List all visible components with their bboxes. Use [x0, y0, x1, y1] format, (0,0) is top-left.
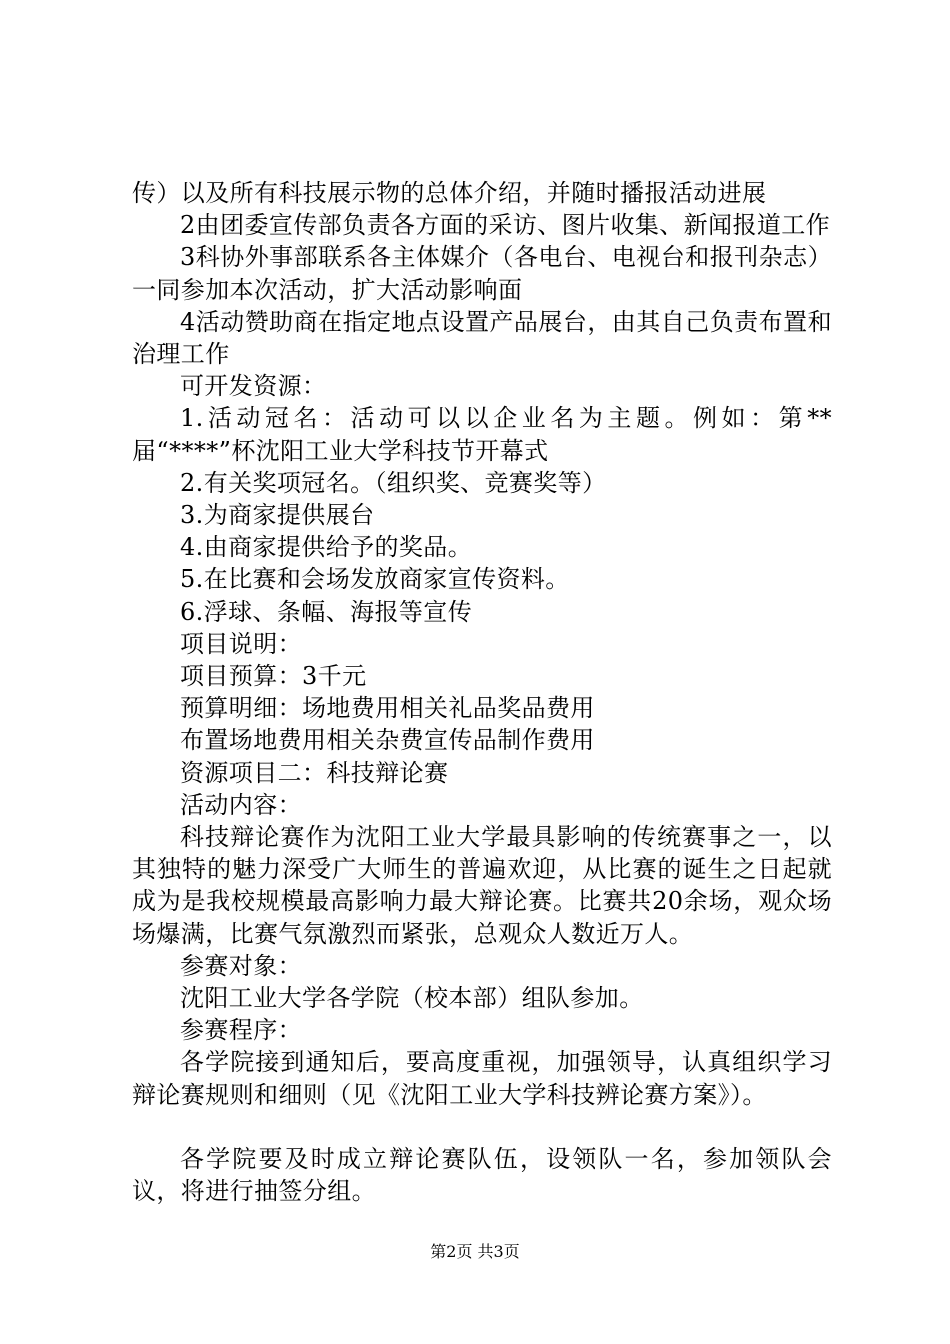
paragraph: 4活动赞助商在指定地点设置产品展台，由其自己负责布置和治理工作 — [132, 307, 832, 369]
paragraph: 3科协外事部联系各主体媒介（各电台、电视台和报刊杂志）一同参加本次活动，扩大活动影响面 — [132, 243, 832, 304]
paragraph: 传）以及所有科技展示物的总体介绍，并随时播报活动进展 — [132, 179, 767, 207]
document-body — [132, 177, 832, 1207]
paragraph: 5.在比赛和会场发放商家宣传资料。 — [180, 565, 570, 594]
blank-line — [132, 1111, 832, 1143]
paragraph: 沈阳工业大学各学院（校本部）组队参加。 — [180, 984, 644, 1013]
paragraph: 6.浮球、条幅、海报等宣传 — [180, 597, 473, 626]
paragraph: 2由团委宣传部负责各方面的采访、图片收集、新闻报道工作 — [180, 211, 831, 240]
paragraph: 项目预算：3千元 — [180, 662, 367, 691]
paragraph: 2.有关奖项冠名。（组织奖、竞赛奖等） — [180, 468, 607, 497]
paragraph: 布置场地费用相关杂费宣传品制作费用 — [180, 726, 595, 755]
paragraph: 活动内容： — [180, 790, 302, 819]
paragraph: 各学院接到通知后，要高度重视，加强领导，认真组织学习辩论赛规则和细则（见《沈阳工业大学科技辨论赛方案》）。 — [132, 1048, 832, 1109]
paragraph: 资源项目二：科技辩论赛 — [180, 758, 449, 787]
paragraph: 参赛程序： — [180, 1016, 302, 1045]
paragraph: 可开发资源： — [180, 372, 327, 401]
paragraph: 各学院要及时成立辩论赛队伍，设领队一名，参加领队会议，将进行抽签分组。 — [132, 1145, 832, 1206]
paragraph: 参赛对象： — [180, 951, 302, 980]
paragraph: 3.为商家提供展台 — [180, 501, 375, 530]
page-number-footer: 第2页 共3页 — [430, 1242, 520, 1261]
paragraph: 4.由商家提供给予的奖品。 — [180, 533, 473, 562]
paragraph: 1.活动冠名：活动可以以企业名为主题。例如：第**届“****”杯沈阳工业大学科技节开幕式 — [132, 404, 832, 465]
paragraph: 项目说明： — [180, 629, 302, 658]
paragraph: 预算明细：场地费用相关礼品奖品费用 — [180, 694, 595, 723]
paragraph: 科技辩论赛作为沈阳工业大学最具影响的传统赛事之一，以其独特的魅力深受广大师生的普遍欢迎，从比赛的诞生之日起就成为是我校规模最高影响力最大辩论赛。比赛共20余场，观众场场爆满，比赛气氛激烈而紧张，总观众人数近万人。 — [132, 823, 832, 948]
